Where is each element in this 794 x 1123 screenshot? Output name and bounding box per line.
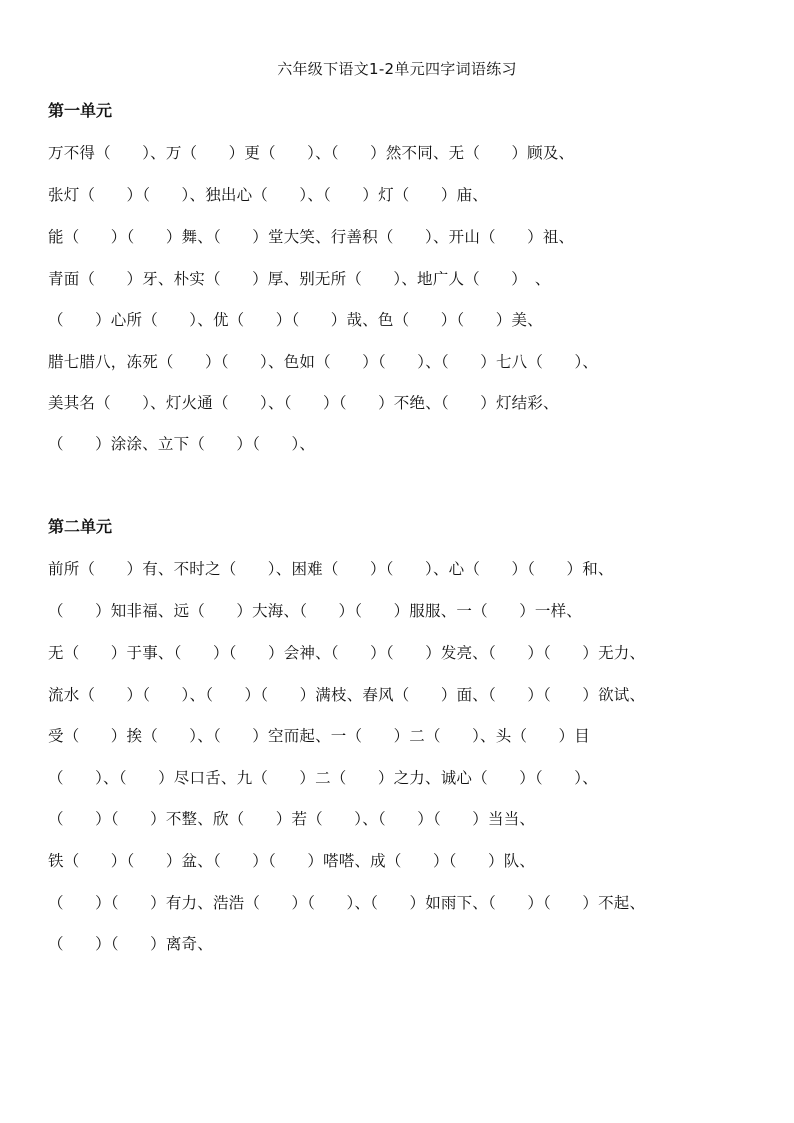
unit1-line-4: 青面（ ）牙、朴实（ ）厚、别无所（ ）、地广人（ ） 、 xyxy=(48,270,551,288)
unit1-line-7: 美其名（ ）、灯火通（ ）、（ ）（ ）不绝、（ ）灯结彩、 xyxy=(48,394,559,412)
unit2-line-6: （ ）、（ ）尽口舌、九（ ）二（ ）之力、诚心（ ）（ ）、 xyxy=(48,769,598,787)
unit1-line-8: （ ）涂涂、立下（ ）（ ）、 xyxy=(48,435,316,453)
unit2-line-10: （ ）（ ）离奇、 xyxy=(48,935,213,953)
unit2-line-2: （ ）知非福、远（ ）大海、（ ）（ ）服服、一（ ）一样、 xyxy=(48,602,583,620)
unit2-line-5: 受（ ）挨（ ）、（ ）空而起、一（ ）二（ ）、头（ ）目 xyxy=(48,727,590,745)
unit2-line-4: 流水（ ）（ ）、（ ）（ ）满枝、春风（ ）面、（ ）（ ）欲试、 xyxy=(48,686,646,704)
page-title: 六年级下语文1-2单元四字词语练习 xyxy=(277,60,517,78)
unit1-line-6: 腊七腊八，冻死（ ）（ ）、色如（ ）（ ）、（ ）七八（ ）、 xyxy=(48,353,599,371)
unit1-heading: 第一单元 xyxy=(48,101,113,120)
unit2-line-8: 铁（ ）（ ）盆、（ ）（ ）嗒嗒、成（ ）（ ）队、 xyxy=(48,852,536,870)
unit1-line-5: （ ）心所（ ）、优（ ）（ ）哉、色（ ）（ ）美、 xyxy=(48,311,543,329)
unit1-line-3: 能（ ）（ ）舞、（ ）堂大笑、行善积（ ）、开山（ ）祖、 xyxy=(48,228,575,246)
unit2-line-7: （ ）（ ）不整、欣（ ）若（ ）、（ ）（ ）当当、 xyxy=(48,810,536,828)
unit2-heading: 第二单元 xyxy=(48,517,113,536)
unit2-line-1: 前所（ ）有、不时之（ ）、困难（ ）（ ）、心（ ）（ ）和、 xyxy=(48,560,614,578)
unit1-line-2: 张灯（ ）（ ）、独出心（ ）、（ ）灯（ ）庙、 xyxy=(48,186,489,204)
unit1-line-1: 万不得（ ）、万（ ）更（ ）、（ ）然不同、无（ ）顾及、 xyxy=(48,144,575,162)
unit2-line-3: 无（ ）于事、（ ）（ ）会神、（ ）（ ）发亮、（ ）（ ）无力、 xyxy=(48,644,646,662)
unit2-line-9: （ ）（ ）有力、浩浩（ ）（ ）、（ ）如雨下、（ ）（ ）不起、 xyxy=(48,894,646,912)
